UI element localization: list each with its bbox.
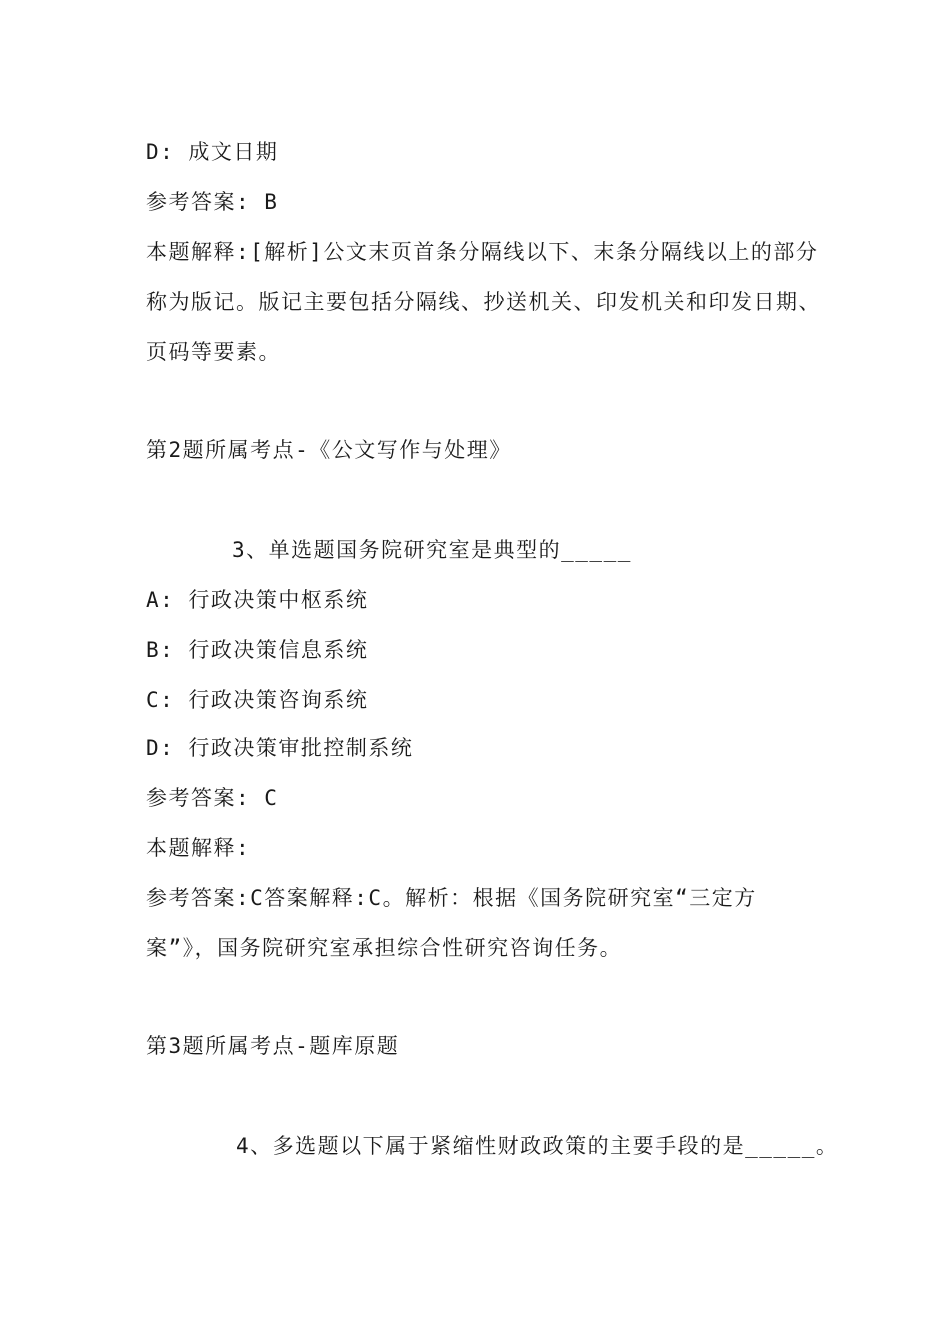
q3-option-a: A: 行政决策中枢系统 [146,588,369,612]
q3-explanation-label: 本题解释: [146,836,251,860]
q2-explanation-line-1: 本题解释:[解析]公文末页首条分隔线以下、末条分隔线以上的部分 [146,240,819,264]
q2-explanation-line-2: 称为版记。版记主要包括分隔线、抄送机关、印发机关和印发日期、 [146,290,821,314]
q3-topic: 第3题所属考点-题库原题 [146,1034,400,1058]
q2-explanation-line-3: 页码等要素。 [146,340,281,364]
q3-answer: 参考答案: C [146,786,279,810]
q3-explanation-line-1: 参考答案:C答案解释:C。解析：根据《国务院研究室“三定方 [146,886,757,910]
q2-topic: 第2题所属考点-《公文写作与处理》 [146,438,512,462]
q3-question: 3、单选题国务院研究室是典型的_____ [232,538,632,562]
q4-question: 4、多选题以下属于紧缩性财政政策的主要手段的是_____。 [236,1134,839,1158]
q3-option-d: D: 行政决策审批控制系统 [146,736,414,760]
q3-option-b: B: 行政决策信息系统 [146,638,369,662]
q3-explanation-line-2: 案”》，国务院研究室承担综合性研究咨询任务。 [146,936,623,960]
q2-option-d: D: 成文日期 [146,140,279,164]
q3-option-c: C: 行政决策咨询系统 [146,688,369,712]
q2-answer: 参考答案: B [146,190,279,214]
